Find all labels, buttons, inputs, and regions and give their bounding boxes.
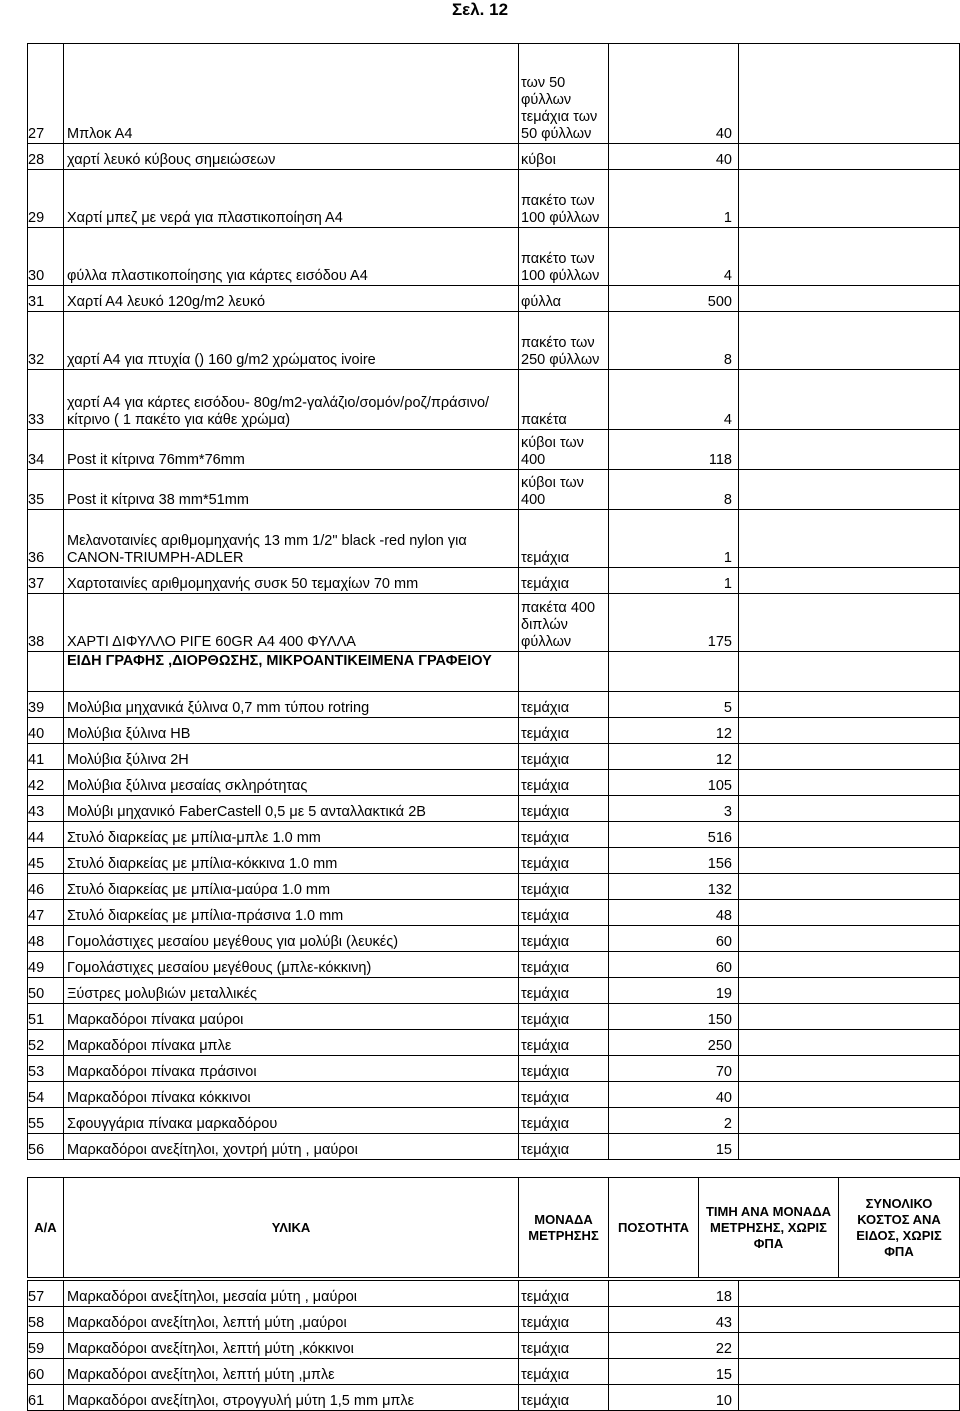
price-cell [739, 1307, 960, 1333]
quantity: 516 [609, 822, 739, 848]
item-description: χαρτί Α4 για κάρτες εισόδου- 80g/m2-γαλάζιο/σομόν/ροζ/πράσινο/κίτρινο ( 1 πακέτο για κάθε χρώμα) [64, 370, 519, 430]
price-cell [739, 744, 960, 770]
price-cell [739, 594, 960, 652]
quantity: 40 [609, 144, 739, 170]
row-number: 54 [28, 1082, 64, 1108]
item-description: Post it κίτρινα 38 mm*51mm [64, 470, 519, 510]
row-number: 52 [28, 1030, 64, 1056]
quantity: 12 [609, 744, 739, 770]
table-row [28, 1082, 960, 1108]
price-cell [739, 718, 960, 744]
quantity: 1 [609, 170, 739, 228]
item-description: Μαρκαδόροι ανεξίτηλοι, μεσαία μύτη , μαύροι [64, 1281, 519, 1307]
row-number: 61 [28, 1385, 64, 1411]
quantity: 150 [609, 1004, 739, 1030]
row-number: 49 [28, 952, 64, 978]
table-row [28, 1281, 960, 1307]
table-row [28, 370, 960, 430]
table-row [28, 470, 960, 510]
quantity: 250 [609, 1030, 739, 1056]
quantity: 8 [609, 470, 739, 510]
quantity: 70 [609, 1056, 739, 1082]
row-number: 40 [28, 718, 64, 744]
quantity: 60 [609, 952, 739, 978]
quantity: 43 [609, 1307, 739, 1333]
quantity: 8 [609, 312, 739, 370]
quantity: 500 [609, 286, 739, 312]
table-row [28, 926, 960, 952]
quantity: 118 [609, 430, 739, 470]
price-cell [739, 228, 960, 286]
row-number: 30 [28, 228, 64, 286]
unit-of-measure: τεμάχια [519, 1359, 609, 1385]
unit-of-measure: φύλλα [519, 286, 609, 312]
quantity: 4 [609, 228, 739, 286]
table-row [28, 952, 960, 978]
quantity: 1 [609, 510, 739, 568]
price-cell [739, 1359, 960, 1385]
quantity: 2 [609, 1108, 739, 1134]
table-row [28, 510, 960, 568]
table-row [28, 1134, 960, 1160]
row-number: 51 [28, 1004, 64, 1030]
price-cell [739, 796, 960, 822]
row-number: 43 [28, 796, 64, 822]
price-cell [739, 568, 960, 594]
table-row [28, 1030, 960, 1056]
section-heading: ΕΙΔΗ ΓΡΑΦΗΣ ,ΔΙΟΡΘΩΣΗΣ, ΜΙΚΡΟΑΝΤΙΚΕΙΜΕΝΑ ΓΡΑΦΕΙΟΥ [64, 652, 519, 692]
table-row [28, 44, 960, 144]
unit-of-measure: τεμάχια [519, 568, 609, 594]
header-aa: Α/Α [28, 1178, 64, 1278]
table-row [28, 770, 960, 796]
price-cell [739, 286, 960, 312]
price-cell [739, 926, 960, 952]
quantity: 10 [609, 1385, 739, 1411]
unit-of-measure: τεμάχια [519, 1385, 609, 1411]
price-cell [739, 978, 960, 1004]
row-number: 60 [28, 1359, 64, 1385]
quantity: 18 [609, 1281, 739, 1307]
row-number: 45 [28, 848, 64, 874]
header-quantity: ΠΟΣΟΤΗΤΑ [609, 1178, 699, 1278]
header-items: ΥΛΙΚΑ [64, 1178, 519, 1278]
item-description: Γομολάστιχες μεσαίου μεγέθους (μπλε-κόκκινη) [64, 952, 519, 978]
unit-of-measure: τεμάχια [519, 900, 609, 926]
price-cell [739, 770, 960, 796]
unit-of-measure: τεμάχια [519, 1082, 609, 1108]
items-table-continued [27, 1280, 960, 1411]
price-cell [739, 312, 960, 370]
row-number: 41 [28, 744, 64, 770]
quantity: 19 [609, 978, 739, 1004]
column-header-table [27, 1177, 960, 1278]
unit-of-measure: πακέτο των 250 φύλλων [519, 312, 609, 370]
table-row [28, 312, 960, 370]
unit-of-measure: τεμάχια [519, 1056, 609, 1082]
item-description: Ξύστρες μολυβιών μεταλλικές [64, 978, 519, 1004]
item-description: Post it κίτρινα 76mm*76mm [64, 430, 519, 470]
price-cell [739, 370, 960, 430]
unit-of-measure: τεμάχια [519, 822, 609, 848]
price-cell [739, 510, 960, 568]
row-number: 56 [28, 1134, 64, 1160]
row-number: 57 [28, 1281, 64, 1307]
table-row [28, 228, 960, 286]
quantity: 15 [609, 1359, 739, 1385]
price-cell [739, 1030, 960, 1056]
item-description: Σφουγγάρια πίνακα μαρκαδόρου [64, 1108, 519, 1134]
row-number: 31 [28, 286, 64, 312]
quantity: 22 [609, 1333, 739, 1359]
row-number: 35 [28, 470, 64, 510]
table-row [28, 1056, 960, 1082]
row-number: 42 [28, 770, 64, 796]
unit-of-measure: τεμάχια [519, 796, 609, 822]
table-row [28, 848, 960, 874]
quantity: 156 [609, 848, 739, 874]
price-cell [739, 1385, 960, 1411]
item-description: Μαρκαδόροι ανεξίτηλοι, λεπτή μύτη ,κόκκινοι [64, 1333, 519, 1359]
item-description: Χαρτοταινίες αριθμομηχανής συσκ 50 τεμαχίων 70 mm [64, 568, 519, 594]
unit-of-measure: τεμάχια [519, 1307, 609, 1333]
price-cell [739, 1281, 960, 1307]
table-row [28, 874, 960, 900]
unit-of-measure: τεμάχια [519, 1281, 609, 1307]
quantity: 40 [609, 44, 739, 144]
empty-cell [609, 652, 739, 692]
unit-of-measure: τεμάχια [519, 874, 609, 900]
unit-of-measure: τεμάχια [519, 1108, 609, 1134]
table-row [28, 1333, 960, 1359]
row-number: 58 [28, 1307, 64, 1333]
section-heading-row [28, 652, 960, 692]
item-description: Μαρκαδόροι ανεξίτηλοι, χοντρή μύτη , μαύροι [64, 1134, 519, 1160]
price-cell [739, 874, 960, 900]
row-number: 50 [28, 978, 64, 1004]
unit-of-measure: τεμάχια [519, 510, 609, 568]
quantity: 48 [609, 900, 739, 926]
price-cell [739, 170, 960, 228]
table-row [28, 568, 960, 594]
table-row [28, 594, 960, 652]
header-total-cost: ΣΥΝΟΛΙΚΟ ΚΟΣΤΟΣ ΑΝΑ ΕΙΔΟΣ, ΧΩΡΙΣ ΦΠΑ [839, 1178, 960, 1278]
quantity: 132 [609, 874, 739, 900]
unit-of-measure: πακέτα [519, 370, 609, 430]
empty-cell [28, 652, 64, 692]
item-description: Στυλό διαρκείας με μπίλια-πράσινα 1.0 mm [64, 900, 519, 926]
unit-of-measure: τεμάχια [519, 926, 609, 952]
table-row [28, 1004, 960, 1030]
item-description: Χαρτί μπεζ με νερά για πλαστικοποίηση Α4 [64, 170, 519, 228]
table-row [28, 822, 960, 848]
unit-of-measure: πακέτο των 100 φύλλων [519, 170, 609, 228]
unit-of-measure: τεμάχια [519, 1134, 609, 1160]
quantity: 175 [609, 594, 739, 652]
price-cell [739, 470, 960, 510]
row-number: 55 [28, 1108, 64, 1134]
price-cell [739, 1082, 960, 1108]
row-number: 32 [28, 312, 64, 370]
quantity: 4 [609, 370, 739, 430]
item-description: Στυλό διαρκείας με μπίλια-κόκκινα 1.0 mm [64, 848, 519, 874]
price-cell [739, 430, 960, 470]
unit-of-measure: τεμάχια [519, 978, 609, 1004]
unit-of-measure: πακέτα 400 διπλών φύλλων [519, 594, 609, 652]
row-number: 46 [28, 874, 64, 900]
column-header-row [28, 1178, 960, 1278]
item-description: Μαρκαδόροι πίνακα μπλε [64, 1030, 519, 1056]
item-description: Μελανοταινίες αριθμομηχανής 13 mm 1/2" black -red nylon για CANON-TRIUMPH-ADLER [64, 510, 519, 568]
unit-of-measure: τεμάχια [519, 692, 609, 718]
unit-of-measure: κύβοι [519, 144, 609, 170]
item-description: Μπλοκ Α4 [64, 44, 519, 144]
table-row [28, 1108, 960, 1134]
price-cell [739, 692, 960, 718]
quantity: 5 [609, 692, 739, 718]
unit-of-measure: τεμάχια [519, 952, 609, 978]
table-row [28, 978, 960, 1004]
row-number: 29 [28, 170, 64, 228]
row-number: 34 [28, 430, 64, 470]
item-description: Μαρκαδόροι πίνακα μαύροι [64, 1004, 519, 1030]
page-title: Σελ. 12 [451, 0, 509, 19]
item-description: Γομολάστιχες μεσαίου μεγέθους για μολύβι (λευκές) [64, 926, 519, 952]
price-cell [739, 952, 960, 978]
unit-of-measure: κύβοι των 400 [519, 430, 609, 470]
price-cell [739, 1108, 960, 1134]
row-number: 47 [28, 900, 64, 926]
item-description: Μολύβια ξύλινα ΗΒ [64, 718, 519, 744]
table-row [28, 718, 960, 744]
header-unit: ΜΟΝΑΔΑ ΜΕΤΡΗΣΗΣ [519, 1178, 609, 1278]
empty-cell [739, 652, 960, 692]
row-number: 38 [28, 594, 64, 652]
unit-of-measure: τεμάχια [519, 1030, 609, 1056]
unit-of-measure: τεμάχια [519, 718, 609, 744]
table-row [28, 900, 960, 926]
item-description: ΧΑΡΤΙ ΔΙΦΥΛΛΟ ΡΙΓΕ 60GR Α4 400 ΦΥΛΛΑ [64, 594, 519, 652]
item-description: Χαρτί Α4 λευκό 120g/m2 λευκό [64, 286, 519, 312]
item-description: χαρτί λευκό κύβους σημειώσεων [64, 144, 519, 170]
item-description: Μαρκαδόροι ανεξίτηλοι, στρογγυλή μύτη 1,5 mm μπλε [64, 1385, 519, 1411]
table-row [28, 144, 960, 170]
price-cell [739, 1134, 960, 1160]
unit-of-measure: τεμάχια [519, 744, 609, 770]
item-description: Στυλό διαρκείας με μπίλια-μαύρα 1.0 mm [64, 874, 519, 900]
price-cell [739, 848, 960, 874]
quantity: 1 [609, 568, 739, 594]
unit-of-measure: κύβοι των 400 [519, 470, 609, 510]
item-description: Στυλό διαρκείας με μπίλια-μπλε 1.0 mm [64, 822, 519, 848]
table-row [28, 744, 960, 770]
table-row [28, 430, 960, 470]
item-description: χαρτί Α4 για πτυχία () 160 g/m2 χρώματος ivoire [64, 312, 519, 370]
table-row [28, 286, 960, 312]
item-description: Μαρκαδόροι πίνακα πράσινοι [64, 1056, 519, 1082]
item-description: Μαρκαδόροι ανεξίτηλοι, λεπτή μύτη ,μαύροι [64, 1307, 519, 1333]
price-cell [739, 1056, 960, 1082]
quantity: 12 [609, 718, 739, 744]
header-unit-price: ΤΙΜΗ ΑΝΑ ΜΟΝΑΔΑ ΜΕΤΡΗΣΗΣ, ΧΩΡΙΣ ΦΠΑ [699, 1178, 839, 1278]
empty-cell [519, 652, 609, 692]
item-description: Μολύβι μηχανικό FaberCastell 0,5 με 5 ανταλλακτικά 2Β [64, 796, 519, 822]
row-number: 48 [28, 926, 64, 952]
row-number: 33 [28, 370, 64, 430]
row-number: 28 [28, 144, 64, 170]
quantity: 15 [609, 1134, 739, 1160]
unit-of-measure: τεμάχια [519, 770, 609, 796]
quantity: 60 [609, 926, 739, 952]
items-table [27, 43, 960, 1160]
item-description: Μαρκαδόροι ανεξίτηλοι, λεπτή μύτη ,μπλε [64, 1359, 519, 1385]
row-number: 44 [28, 822, 64, 848]
price-cell [739, 900, 960, 926]
table-row [28, 1307, 960, 1333]
unit-of-measure: τεμάχια [519, 848, 609, 874]
row-number: 39 [28, 692, 64, 718]
price-cell [739, 1333, 960, 1359]
item-description: Μολύβια ξύλινα μεσαίας σκληρότητας [64, 770, 519, 796]
row-number: 53 [28, 1056, 64, 1082]
row-number: 36 [28, 510, 64, 568]
item-description: φύλλα πλαστικοποίησης για κάρτες εισόδου Α4 [64, 228, 519, 286]
price-cell [739, 44, 960, 144]
item-description: Μολύβια μηχανικά ξύλινα 0,7 mm τύπου rotring [64, 692, 519, 718]
unit-of-measure: των 50 φύλλων τεμάχια των 50 φύλλων [519, 44, 609, 144]
quantity: 40 [609, 1082, 739, 1108]
table-row [28, 796, 960, 822]
unit-of-measure: πακέτο των 100 φύλλων [519, 228, 609, 286]
table-row [28, 1385, 960, 1411]
item-description: Μαρκαδόροι πίνακα κόκκινοι [64, 1082, 519, 1108]
price-cell [739, 144, 960, 170]
item-description: Μολύβια ξύλινα 2Η [64, 744, 519, 770]
quantity: 105 [609, 770, 739, 796]
table-row [28, 1359, 960, 1385]
table-row [28, 692, 960, 718]
quantity: 3 [609, 796, 739, 822]
price-cell [739, 1004, 960, 1030]
unit-of-measure: τεμάχια [519, 1004, 609, 1030]
row-number: 59 [28, 1333, 64, 1359]
unit-of-measure: τεμάχια [519, 1333, 609, 1359]
price-cell [739, 822, 960, 848]
row-number: 37 [28, 568, 64, 594]
table-row [28, 170, 960, 228]
row-number: 27 [28, 44, 64, 144]
